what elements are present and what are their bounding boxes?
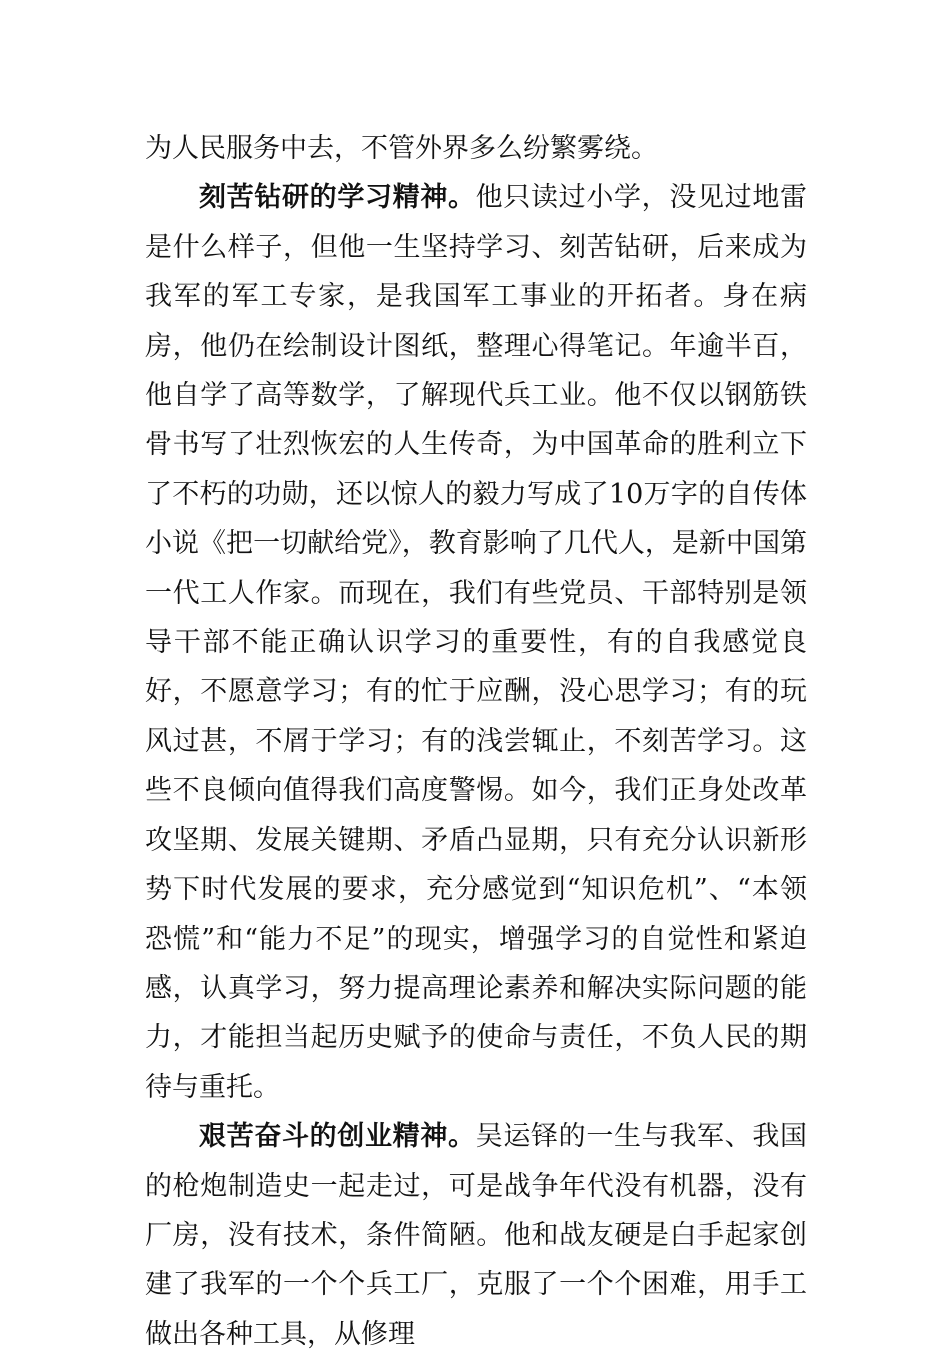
paragraph-text: 为人民服务中去，不管外界多么纷繁雾绕。 [145, 133, 658, 164]
paragraph-lead-heading: 刻苦钻研的学习精神。 [199, 182, 476, 214]
paragraph-study-spirit [145, 173, 807, 1112]
document-body [145, 124, 807, 1359]
paragraph-continuation [145, 124, 807, 173]
paragraph-lead-heading: 艰苦奋斗的创业精神。 [199, 1121, 476, 1153]
paragraph-text: 吴运铎的一生与我军、我国的枪炮制造史一起走过，可是战争年代没有机器，没有厂房，没有技术，条件简陋。他和战友硬是白手起家创建了我军的一个个兵工厂，克服了一个个困难，用手工做出各种工具，从修理 [145, 1121, 808, 1350]
paragraph-text: 他只读过小学，没见过地雷是什么样子，但他一生坚持学习、刻苦钻研，后来成为我军的军工专家，是我国军工事业的开拓者。身在病房，他仍在绘制设计图纸，整理心得笔记。年逾半百，他自学了高等数学，了解现代兵工业。他不仅以钢筋铁骨书写了壮烈恢宏的人生传奇，为中国革命的胜利立下了不朽的功勋，还以惊人的毅力写成了10万字的自传体小说《把一切献给党》，教育影响了几代人，是新中国第一代工人作家。而现在，我们有些党员、干部特别是领导干部不能正确认识学习的重要性，有的自我感觉良好，不愿意学习；有的忙于应酬，没心思学习；有的玩风过甚，不屑于学习；有的浅尝辄止，不刻苦学习。这些不良倾向值得我们高度警惕。如今，我们正身处改革攻坚期、发展关键期、矛盾凸显期，只有充分认识新形势下时代发展的要求，充分感觉到“知识危机”、“本领恐慌”和“能力不足”的现实，增强学习的自觉性和紧迫感，认真学习，努力提高理论素养和解决实际问题的能力，才能担当起历史赋予的使命与责任，不负人民的期待与重托。 [145, 182, 808, 1103]
paragraph-hard-work-spirit [145, 1112, 807, 1359]
